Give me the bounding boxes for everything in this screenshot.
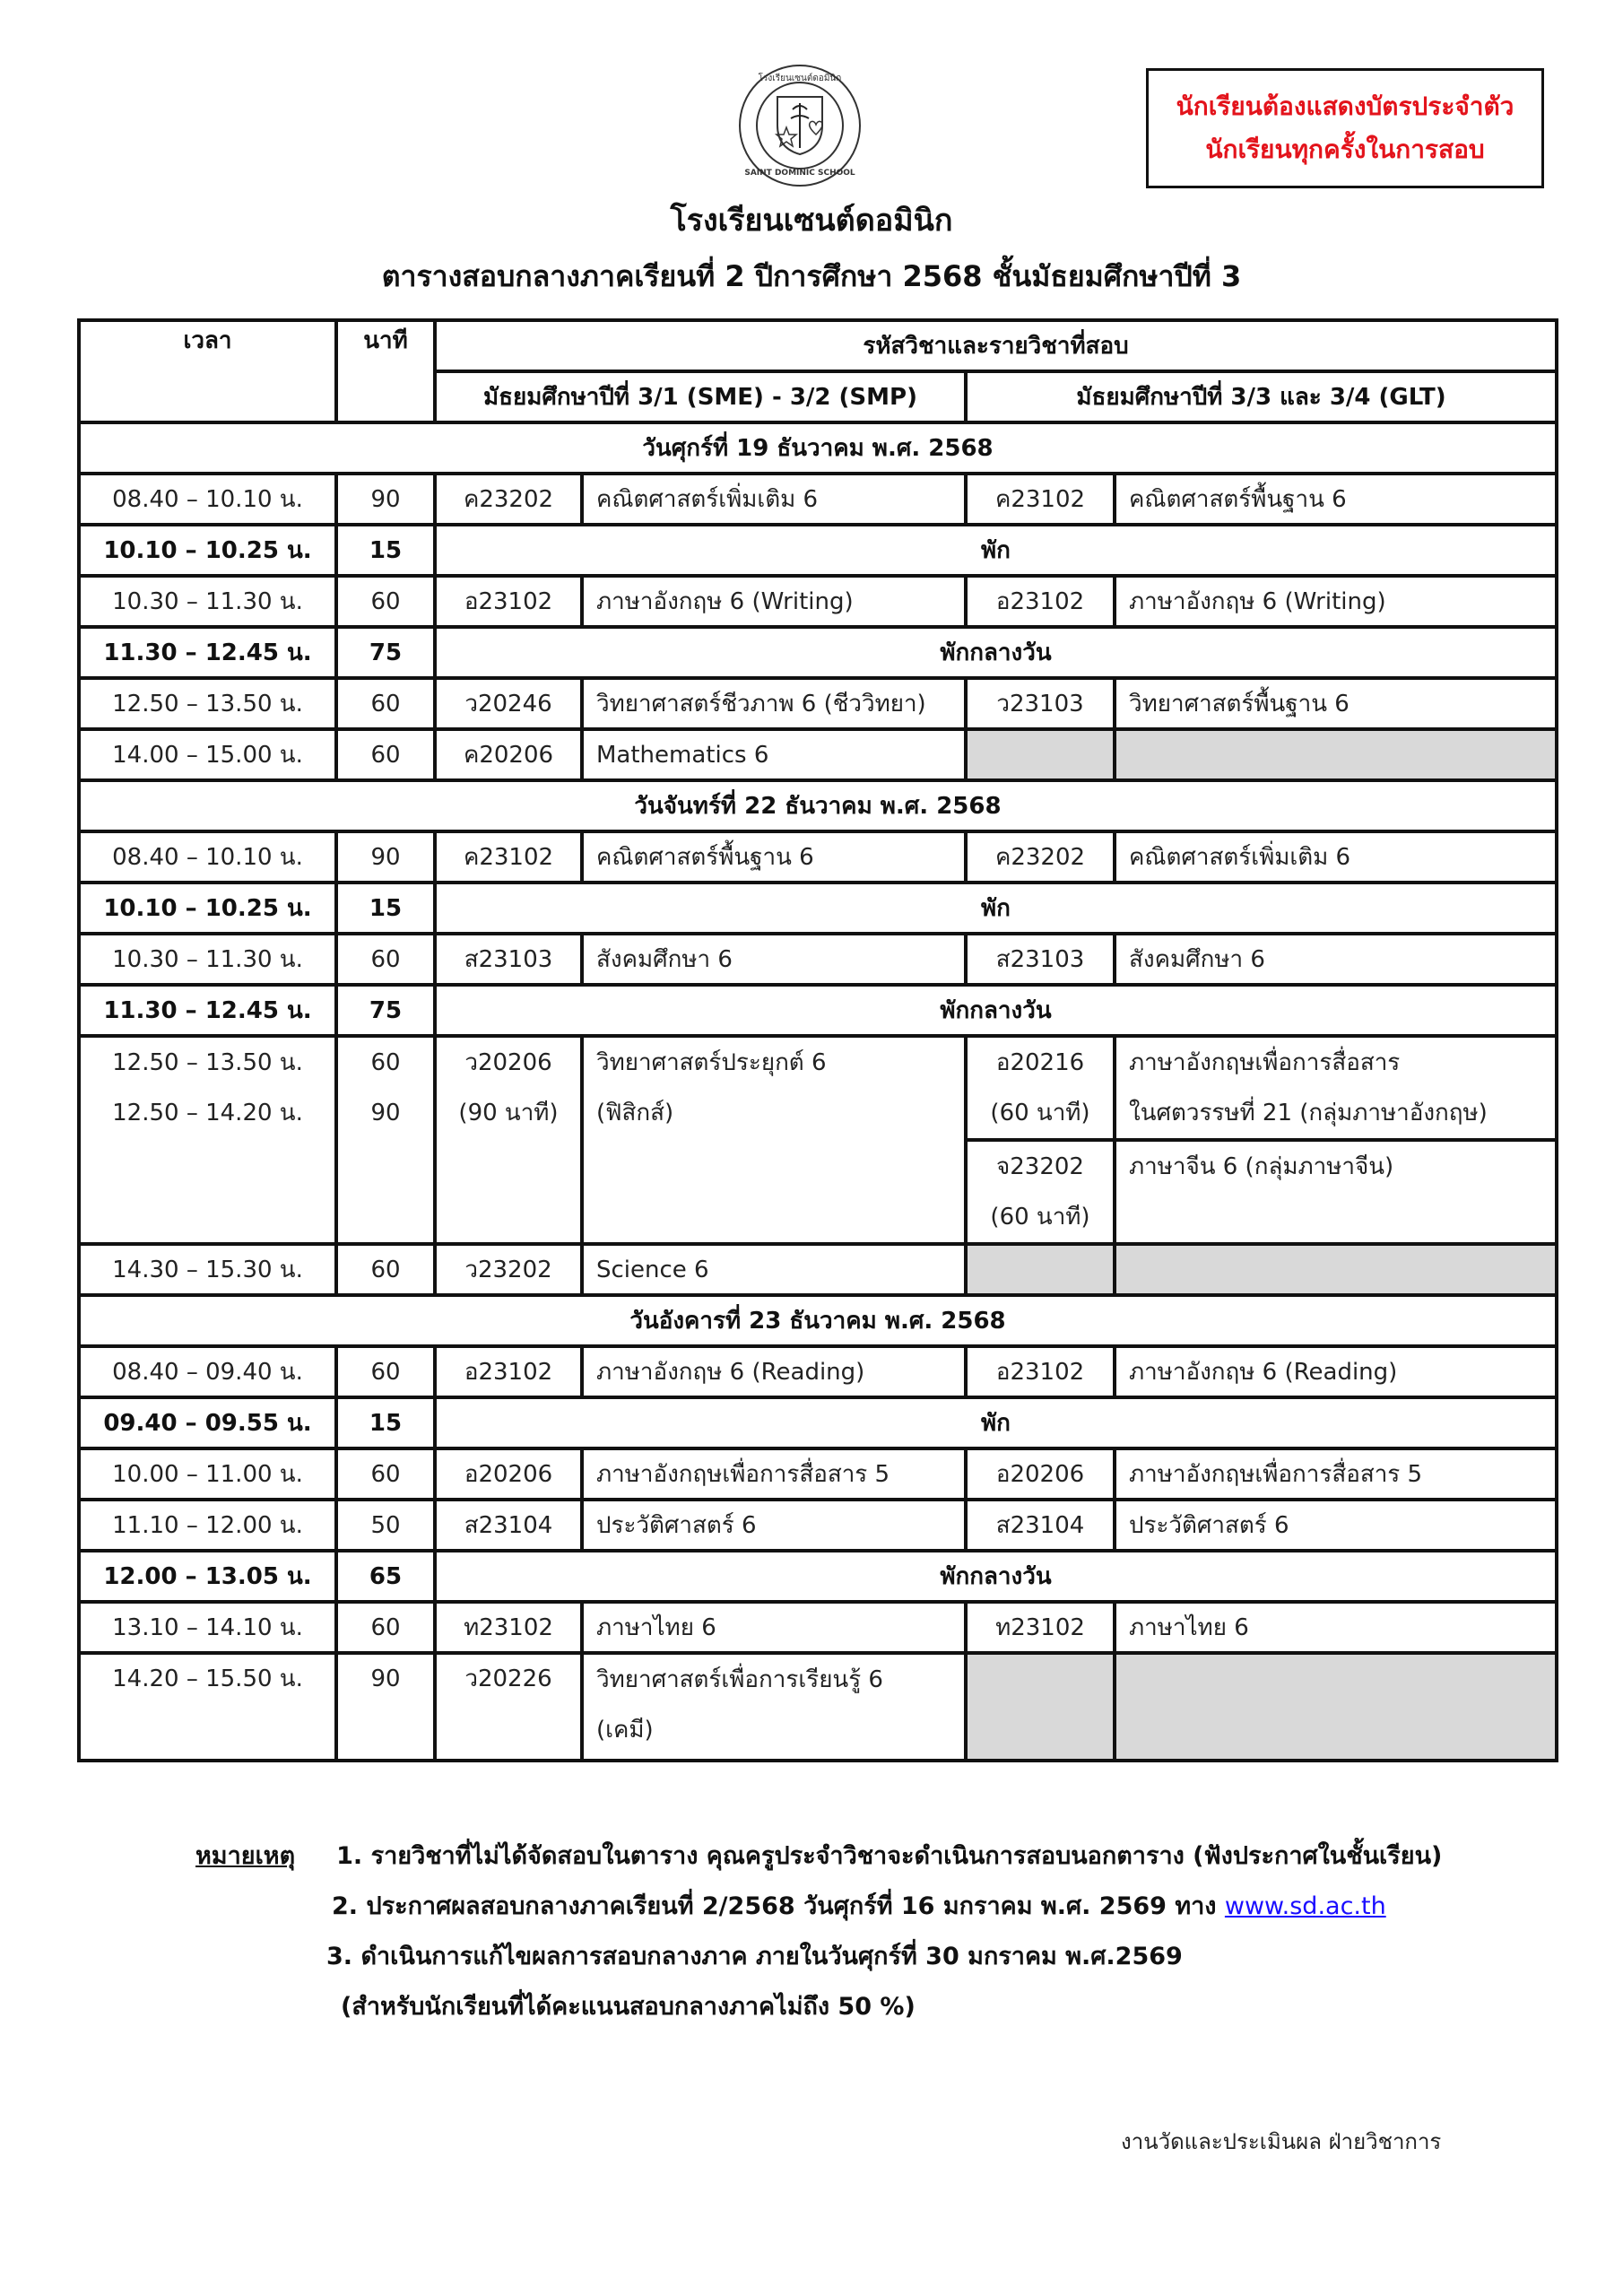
subject-name: ภาษาจีน 6 (กลุ่มภาษาจีน) <box>1115 1140 1557 1244</box>
subject-name: Science 6 <box>582 1244 966 1295</box>
subject-code: ค23102 <box>966 474 1115 525</box>
break-row <box>79 525 1557 576</box>
subject-name: ภาษาอังกฤษ 6 (Reading) <box>582 1346 966 1397</box>
time-cell: 14.20 – 15.50 น. <box>79 1653 336 1761</box>
minutes-cell: 75 <box>336 627 435 678</box>
time-cell: 10.10 – 10.25 น. <box>79 525 336 576</box>
notice-line-1: นักเรียนต้องแสดงบัตรประจำตัว <box>1176 91 1515 121</box>
subject-code: ค23202 <box>966 831 1115 883</box>
subject-code: ส23104 <box>966 1500 1115 1551</box>
break-label: พัก <box>435 525 1557 576</box>
minutes-cell: 90 <box>336 1653 435 1761</box>
subject-code: อ20206 <box>435 1448 582 1500</box>
minutes-cell: 60 <box>336 1602 435 1653</box>
subject-name: คณิตศาสตร์เพิ่มเติม 6 <box>1115 831 1557 883</box>
empty-shaded-cell <box>966 1244 1115 1295</box>
table-row <box>79 576 1557 627</box>
minutes-cell: 75 <box>336 985 435 1036</box>
time-cell: 14.30 – 15.30 น. <box>79 1244 336 1295</box>
subject-name: ภาษาอังกฤษเพื่อการสื่อสาร 5 <box>582 1448 966 1500</box>
note-2: 2. ประกาศผลสอบกลางภาคเรียนที่ 2/2568 วันศุกร์ที่ 16 มกราคม พ.ศ. 2569 ทาง www.sd.ac.th <box>332 1892 1386 1920</box>
subject-code: ท23102 <box>435 1602 582 1653</box>
minutes-cell: 90 <box>336 831 435 883</box>
minutes-cell: 15 <box>336 883 435 934</box>
minutes-cell: 60 <box>336 1244 435 1295</box>
subject-name: ภาษาอังกฤษ 6 (Writing) <box>1115 576 1557 627</box>
table-row <box>79 1244 1557 1295</box>
time-cell: 10.10 – 10.25 น. <box>79 883 336 934</box>
minutes-cell: 15 <box>336 525 435 576</box>
subject-code: อ20216 (60 นาที) <box>966 1036 1115 1140</box>
notice-line-2: นักเรียนทุกครั้งในการสอบ <box>1205 135 1485 164</box>
subject-code: ว20246 <box>435 678 582 729</box>
table-row <box>79 1653 1557 1761</box>
time-cell: 12.50 – 13.50 น. <box>79 678 336 729</box>
minutes-cell: 60 <box>336 729 435 780</box>
header-time: เวลา <box>79 320 336 422</box>
subject-name: วิทยาศาสตร์เพื่อการเรียนรู้ 6 (เคมี) <box>582 1653 966 1761</box>
subject-code: ค23202 <box>435 474 582 525</box>
subject-code: อ23102 <box>435 1346 582 1397</box>
table-header-row <box>79 320 1557 371</box>
note-3-detail: (สำหรับนักเรียนที่ได้คะแนนสอบกลางภาคไม่ถึง 50 %) <box>341 1993 916 2021</box>
table-row <box>79 1346 1557 1397</box>
time-cell: 08.40 – 10.10 น. <box>79 831 336 883</box>
subject-code: ว23202 <box>435 1244 582 1295</box>
subject-name: คณิตศาสตร์พื้นฐาน 6 <box>582 831 966 883</box>
subject-code: ค23102 <box>435 831 582 883</box>
empty-shaded-cell <box>1115 1244 1557 1295</box>
minutes-cell: 60 <box>336 576 435 627</box>
time-cell: 14.00 – 15.00 น. <box>79 729 336 780</box>
time-cell: 08.40 – 09.40 น. <box>79 1346 336 1397</box>
school-crest-icon <box>737 63 863 188</box>
subject-code: ว23103 <box>966 678 1115 729</box>
subject-name: วิทยาศาสตร์พื้นฐาน 6 <box>1115 678 1557 729</box>
subject-name: สังคมศึกษา 6 <box>582 934 966 985</box>
subject-name: คณิตศาสตร์เพิ่มเติม 6 <box>582 474 966 525</box>
subject-code: ส23104 <box>435 1500 582 1551</box>
day-header: วันศุกร์ที่ 19 ธันวาคม พ.ศ. 2568 <box>79 422 1557 474</box>
minutes-cell: 60 <box>336 678 435 729</box>
subject-name: ภาษาอังกฤษ 6 (Writing) <box>582 576 966 627</box>
table-row <box>79 934 1557 985</box>
table-row <box>79 1500 1557 1551</box>
subject-name: ภาษาอังกฤษเพื่อการสื่อสาร 5 <box>1115 1448 1557 1500</box>
time-cell: 10.30 – 11.30 น. <box>79 934 336 985</box>
department-footer: งานวัดและประเมินผล ฝ่ายวิชาการ <box>1121 2129 1442 2154</box>
subject-name: วิทยาศาสตร์ชีวภาพ 6 (ชีววิทยา) <box>582 678 966 729</box>
time-cell: 13.10 – 14.10 น. <box>79 1602 336 1653</box>
subject-name: วิทยาศาสตร์ประยุกต์ 6 (ฟิสิกส์) <box>582 1036 966 1244</box>
subject-name: ประวัติศาสตร์ 6 <box>1115 1500 1557 1551</box>
website-link[interactable]: www.sd.ac.th <box>1224 1892 1386 1920</box>
minutes-cell: 60 <box>336 1346 435 1397</box>
table-row <box>79 1448 1557 1500</box>
break-row <box>79 1397 1557 1448</box>
svg-text:SAINT DOMINIC SCHOOL: SAINT DOMINIC SCHOOL <box>744 169 855 178</box>
header-subjects: รหัสวิชาและรายวิชาที่สอบ <box>435 320 1557 371</box>
table-row <box>79 474 1557 525</box>
page-title: ตารางสอบกลางภาคเรียนที่ 2 ปีการศึกษา 2568 ชั้นมัธยมศึกษาปีที่ 3 <box>381 259 1242 293</box>
time-cell: 11.30 – 12.45 น. <box>79 627 336 678</box>
exam-schedule-table <box>77 318 1558 1762</box>
subject-name: ภาษาไทย 6 <box>1115 1602 1557 1653</box>
header-minutes: นาที <box>336 320 435 422</box>
subject-code: อ20206 <box>966 1448 1115 1500</box>
subject-code: ว20226 <box>435 1653 582 1761</box>
break-label: พักกลางวัน <box>435 1551 1557 1602</box>
notes-label: หมายเหตุ <box>195 1842 296 1870</box>
subject-name: ภาษาไทย 6 <box>582 1602 966 1653</box>
school-name: โรงเรียนเซนต์ดอมินิก <box>670 203 953 239</box>
subject-name: Mathematics 6 <box>582 729 966 780</box>
header-group-a: มัธยมศึกษาปีที่ 3/1 (SME) - 3/2 (SMP) <box>435 371 966 422</box>
break-row <box>79 1551 1557 1602</box>
subject-code: ส23103 <box>435 934 582 985</box>
time-cell: 10.30 – 11.30 น. <box>79 576 336 627</box>
empty-shaded-cell <box>966 729 1115 780</box>
minutes-cell: 50 <box>336 1500 435 1551</box>
minutes-cell: 60 <box>336 934 435 985</box>
empty-shaded-cell <box>1115 729 1557 780</box>
svg-text:โรงเรียนเซนต์ดอมินิก: โรงเรียนเซนต์ดอมินิก <box>758 74 842 83</box>
time-cell: 12.00 – 13.05 น. <box>79 1551 336 1602</box>
subject-code: จ23202 (60 นาที) <box>966 1140 1115 1244</box>
empty-shaded-cell <box>966 1653 1115 1761</box>
table-row <box>79 729 1557 780</box>
school-crest-logo <box>737 63 863 188</box>
subject-code: ท23102 <box>966 1602 1115 1653</box>
break-label: พัก <box>435 1397 1557 1448</box>
header-group-b: มัธยมศึกษาปีที่ 3/3 และ 3/4 (GLT) <box>966 371 1557 422</box>
day-header: วันอังคารที่ 23 ธันวาคม พ.ศ. 2568 <box>79 1295 1557 1346</box>
break-label: พัก <box>435 883 1557 934</box>
note-1: หมายเหตุ 1. รายวิชาที่ไม่ได้จัดสอบในตาราง คุณครูประจำวิชาจะดำเนินการสอบนอกตาราง (ฟังประกาศในชั้นเรียน) <box>195 1842 1443 1870</box>
note-3: 3. ดำเนินการแก้ไขผลการสอบกลางภาค ภายในวันศุกร์ที่ 30 มกราคม พ.ศ.2569 <box>326 1943 1183 1970</box>
break-label: พักกลางวัน <box>435 985 1557 1036</box>
subject-code: อ23102 <box>966 1346 1115 1397</box>
table-row-split <box>79 1036 1557 1140</box>
minutes-cell: 15 <box>336 1397 435 1448</box>
day-header: วันจันทร์ที่ 22 ธันวาคม พ.ศ. 2568 <box>79 780 1557 831</box>
table-row <box>79 678 1557 729</box>
subject-code: อ23102 <box>435 576 582 627</box>
subject-name: ภาษาอังกฤษเพื่อการสื่อสาร ในศตวรรษที่ 21 (กลุ่มภาษาอังกฤษ) <box>1115 1036 1557 1140</box>
subject-code: ว20206 (90 นาที) <box>435 1036 582 1244</box>
time-cell: 12.50 – 13.50 น. 12.50 – 14.20 น. <box>79 1036 336 1244</box>
break-row <box>79 627 1557 678</box>
time-cell: 09.40 – 09.55 น. <box>79 1397 336 1448</box>
minutes-cell: 90 <box>336 474 435 525</box>
subject-name: คณิตศาสตร์พื้นฐาน 6 <box>1115 474 1557 525</box>
subject-code: อ23102 <box>966 576 1115 627</box>
minutes-cell: 60 <box>336 1448 435 1500</box>
break-row <box>79 985 1557 1036</box>
table-row <box>79 1602 1557 1653</box>
minutes-cell: 60 90 <box>336 1036 435 1244</box>
break-label: พักกลางวัน <box>435 627 1557 678</box>
time-cell: 11.30 – 12.45 น. <box>79 985 336 1036</box>
empty-shaded-cell <box>1115 1653 1557 1761</box>
time-cell: 10.00 – 11.00 น. <box>79 1448 336 1500</box>
time-cell: 08.40 – 10.10 น. <box>79 474 336 525</box>
table-row <box>79 831 1557 883</box>
subject-code: ส23103 <box>966 934 1115 985</box>
break-row <box>79 883 1557 934</box>
minutes-cell: 65 <box>336 1551 435 1602</box>
id-card-notice-box <box>1146 68 1544 188</box>
subject-name: ภาษาอังกฤษ 6 (Reading) <box>1115 1346 1557 1397</box>
time-cell: 11.10 – 12.00 น. <box>79 1500 336 1551</box>
subject-name: สังคมศึกษา 6 <box>1115 934 1557 985</box>
subject-name: ประวัติศาสตร์ 6 <box>582 1500 966 1551</box>
subject-code: ค20206 <box>435 729 582 780</box>
